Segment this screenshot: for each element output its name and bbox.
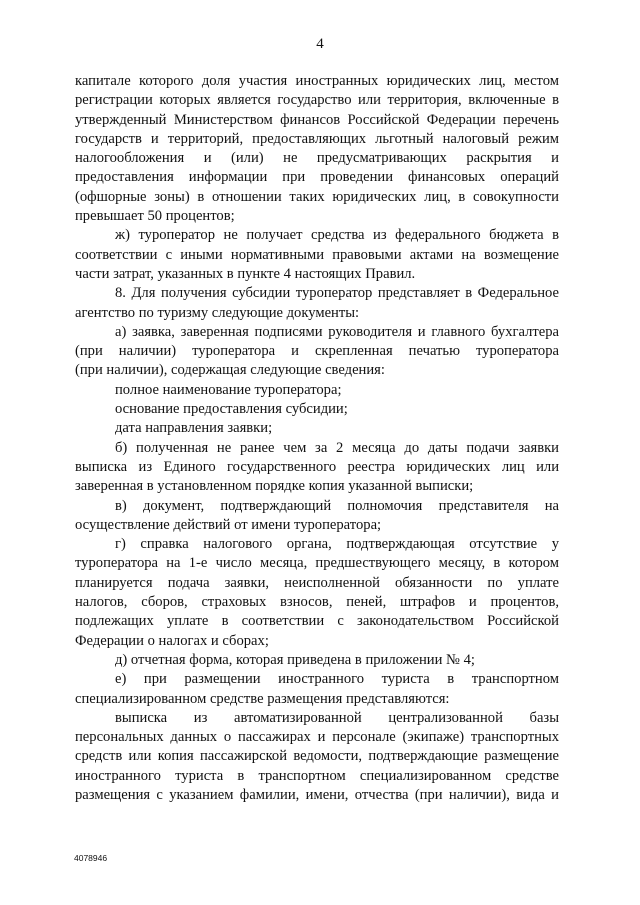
text-line: утвержденный Министерством финансов Российской Федерации перечень bbox=[75, 111, 559, 128]
text-line: полное наименование туроператора; bbox=[115, 381, 342, 398]
text-line: выписка из Единого государственного реестра юридических лиц или bbox=[75, 458, 559, 475]
document-body bbox=[75, 72, 559, 805]
text-line: г) справка налогового органа, подтверждающая отсутствие у bbox=[115, 536, 559, 553]
text-line: б) полученная не ранее чем за 2 месяца до даты подачи заявки bbox=[115, 439, 559, 456]
text-line: специализированном средстве размещения представляются: bbox=[75, 690, 450, 707]
text-line: агентство по туризму следующие документы: bbox=[75, 304, 360, 321]
text-line: превышает 50 процентов; bbox=[75, 208, 235, 225]
text-line: государств и территорий, предоставляющих льготный налоговый режим bbox=[75, 130, 559, 147]
text-line: размещения с указанием фамилии, имени, отчества (при наличии), вида и bbox=[75, 786, 559, 803]
text-line: соответствии с иными нормативными правовыми актами на возмещение bbox=[75, 246, 559, 263]
text-line: выписка из автоматизированной централизованной базы bbox=[115, 709, 559, 726]
text-line: дата направления заявки; bbox=[115, 420, 273, 437]
text-line: капитале которого доля участия иностранных юридических лиц, местом bbox=[75, 73, 559, 89]
text-line: налогообложения и (или) не предусматривающих раскрытия и bbox=[75, 150, 559, 167]
text-line: туроператора на 1-е число месяца, предшествующего месяцу, в котором bbox=[75, 555, 559, 572]
text-line: части затрат, указанных в пункте 4 настоящих Правил. bbox=[75, 265, 416, 282]
text-line: предоставления информации при проведении финансовых операций bbox=[75, 169, 559, 186]
document-code: 4078946 bbox=[74, 853, 108, 863]
text-line: (при наличии), содержащая следующие сведения: bbox=[75, 362, 385, 379]
text-line: подлежащих уплате в соответствии с законодательством Российской bbox=[75, 613, 559, 630]
page-number: 4 bbox=[316, 36, 324, 52]
text-line: средств или копия пассажирской ведомости, подтверждающие размещение bbox=[75, 748, 559, 765]
text-line: Федерации о налогах и сборах; bbox=[75, 632, 269, 649]
text-line: осуществление действий от имени туроператора; bbox=[75, 516, 382, 533]
text-line: д) отчетная форма, которая приведена в приложении № 4; bbox=[115, 651, 475, 668]
text-line: налогов, сборов, страховых взносов, пеней, штрафов и процентов, bbox=[75, 594, 559, 611]
text-line: ж) туроператор не получает средства из федерального бюджета в bbox=[115, 227, 559, 244]
text-line: (офшорные зоны) в отношении таких юридических лиц, в совокупности bbox=[75, 188, 559, 205]
text-line: основание предоставления субсидии; bbox=[115, 401, 348, 418]
text-line: иностранного туриста в транспортном специализированном средстве bbox=[75, 767, 559, 784]
text-line: 8. Для получения субсидии туроператор представляет в Федеральное bbox=[115, 285, 559, 302]
text-line: персональных данных о пассажирах и персонале (экипаже) транспортных bbox=[75, 729, 559, 746]
text-line: в) документ, подтверждающий полномочия представителя на bbox=[115, 497, 559, 514]
text-line: е) при размещении иностранного туриста в транспортном bbox=[115, 671, 559, 688]
text-line: заверенная в установленном порядке копия указанной выписки; bbox=[75, 478, 474, 495]
text-line: а) заявка, заверенная подписями руководителя и главного бухгалтера bbox=[115, 323, 559, 340]
text-line: (при наличии) туроператора и скрепленная печатью туроператора bbox=[75, 343, 559, 360]
text-line: регистрации которых является государство или территория, включенные в bbox=[75, 92, 559, 109]
text-line: планируется подача заявки, неисполненной обязанности по уплате bbox=[75, 574, 559, 591]
